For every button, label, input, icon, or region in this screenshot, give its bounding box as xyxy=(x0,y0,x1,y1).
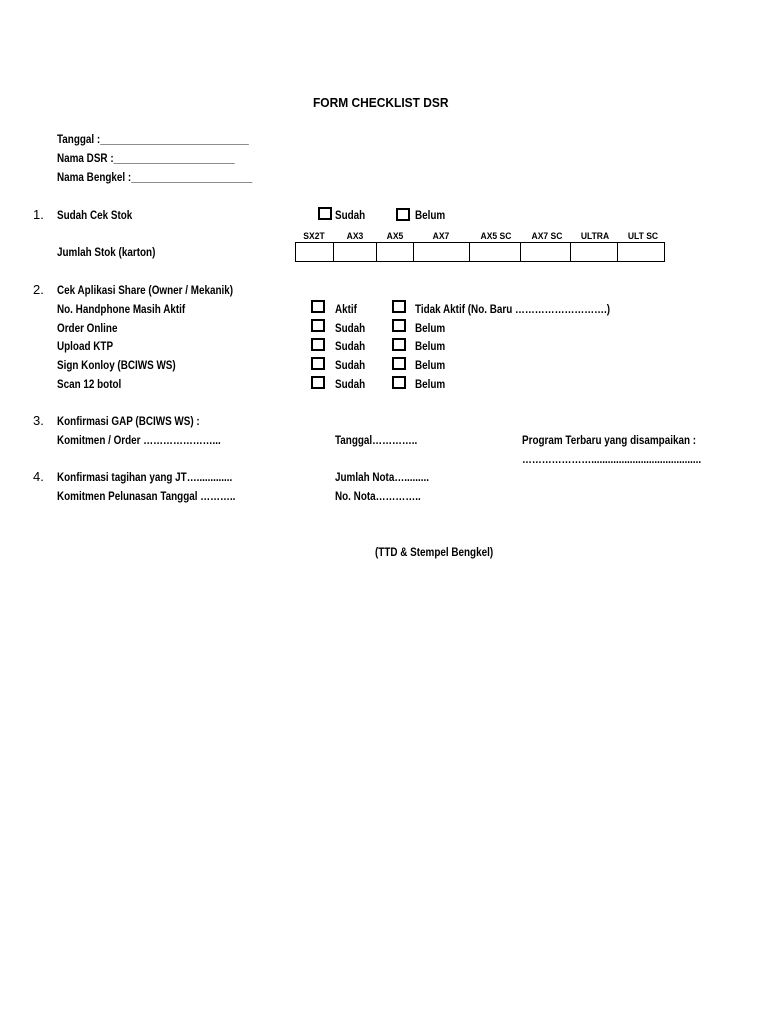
option-label: Sudah xyxy=(335,360,366,372)
stock-cell-ax3[interactable] xyxy=(334,243,377,262)
row-label: Sign Konloy (BCIWS WS) xyxy=(57,360,176,372)
jumlah-stok-label: Jumlah Stok (karton) xyxy=(57,247,156,259)
stock-col-header: AX5 SC xyxy=(480,231,512,242)
belum-checkbox[interactable] xyxy=(392,376,406,389)
belum-checkbox[interactable] xyxy=(392,338,406,351)
cek-aplikasi-heading: Cek Aplikasi Share (Owner / Mekanik) xyxy=(57,285,234,297)
page-title: FORM CHECKLIST DSR xyxy=(313,95,449,110)
belum-label: Belum xyxy=(415,210,446,222)
row-label: Scan 12 botol xyxy=(57,379,122,391)
row-label: Order Online xyxy=(57,323,118,335)
belum-checkbox[interactable] xyxy=(396,208,410,221)
konfirmasi-tagihan-field[interactable]: Konfirmasi tagihan yang JT…............. xyxy=(57,472,233,484)
stock-col-header: ULT SC xyxy=(627,231,659,242)
komitmen-order-field[interactable]: Komitmen / Order …………………... xyxy=(57,435,221,447)
belum-checkbox[interactable] xyxy=(392,319,406,332)
jumlah-nota-field[interactable]: Jumlah Nota…......... xyxy=(335,472,429,484)
section-2-number: 2. xyxy=(33,282,44,297)
program-terbaru-label: Program Terbaru yang disampaikan : xyxy=(522,435,697,447)
stock-cell-ultra[interactable] xyxy=(571,243,618,262)
sudah-checkbox[interactable] xyxy=(311,357,325,370)
sudah-checkbox[interactable] xyxy=(311,319,325,332)
nama-dsr-field[interactable]: Nama DSR :______________________ xyxy=(57,153,235,165)
sudah-label: Sudah xyxy=(335,210,366,222)
stock-col-header: AX7 SC xyxy=(531,231,563,242)
option-label: Sudah xyxy=(335,323,366,335)
tidak-aktif-checkbox[interactable] xyxy=(392,300,406,313)
komitmen-pelunasan-field[interactable]: Komitmen Pelunasan Tanggal ……….. xyxy=(57,491,236,503)
sudah-checkbox[interactable] xyxy=(318,207,332,220)
stock-cell-ax5-sc[interactable] xyxy=(470,243,521,262)
cek-stok-label: Sudah Cek Stok xyxy=(57,210,133,222)
konfirmasi-gap-heading: Konfirmasi GAP (BCIWS WS) : xyxy=(57,416,200,428)
stock-cell-ax5[interactable] xyxy=(377,243,414,262)
section-1-number: 1. xyxy=(33,207,44,222)
stock-cell-ax7[interactable] xyxy=(414,243,470,262)
no-nota-field[interactable]: No. Nota………….. xyxy=(335,491,421,503)
tanggal-field[interactable]: Tanggal :___________________________ xyxy=(57,134,249,146)
stock-col-header: AX5 xyxy=(386,231,404,242)
option-label: Belum xyxy=(415,360,446,372)
stock-col-header: ULTRA xyxy=(580,231,610,242)
option-label: Tidak Aktif (No. Baru ……………………….) xyxy=(415,304,611,316)
belum-checkbox[interactable] xyxy=(392,357,406,370)
option-label: Sudah xyxy=(335,341,366,353)
stock-cell-sx2t[interactable] xyxy=(296,243,334,262)
section-3-number: 3. xyxy=(33,413,44,428)
stock-col-header: AX3 xyxy=(346,231,364,242)
row-label: No. Handphone Masih Aktif xyxy=(57,304,186,316)
sudah-checkbox[interactable] xyxy=(311,338,325,351)
section-4-number: 4. xyxy=(33,469,44,484)
table-row xyxy=(296,243,665,262)
option-label: Belum xyxy=(415,323,446,335)
stock-cell-ax7-sc[interactable] xyxy=(521,243,571,262)
stock-col-header: AX7 xyxy=(432,231,450,242)
option-label: Belum xyxy=(415,379,446,391)
option-label: Aktif xyxy=(335,304,357,316)
nama-bengkel-field[interactable]: Nama Bengkel :______________________ xyxy=(57,172,253,184)
tanggal-gap-field[interactable]: Tanggal………….. xyxy=(335,435,418,447)
row-label: Upload KTP xyxy=(57,341,114,353)
option-label: Belum xyxy=(415,341,446,353)
aktif-checkbox[interactable] xyxy=(311,300,325,313)
program-terbaru-field[interactable]: …………………........................................ xyxy=(522,454,702,466)
stock-table xyxy=(295,242,665,262)
signature-stamp-label: (TTD & Stempel Bengkel) xyxy=(375,547,494,559)
stock-cell-ult-sc[interactable] xyxy=(618,243,665,262)
option-label: Sudah xyxy=(335,379,366,391)
stock-col-header: SX2T xyxy=(303,231,325,242)
sudah-checkbox[interactable] xyxy=(311,376,325,389)
